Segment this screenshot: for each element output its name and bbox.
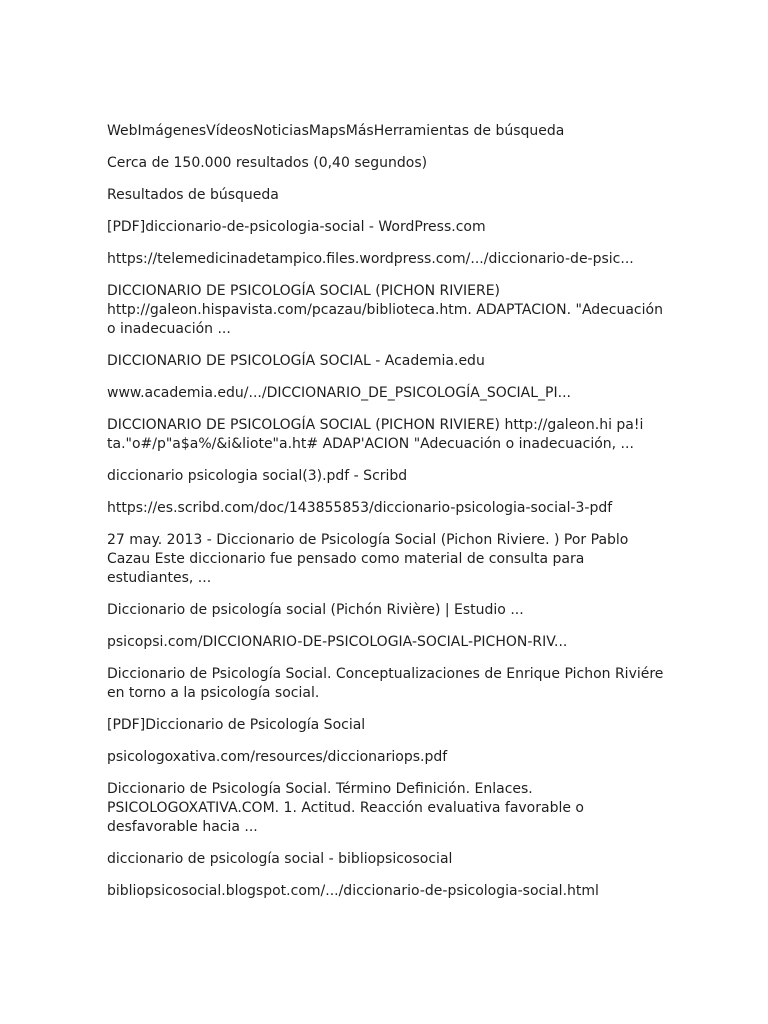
nav-tab-more[interactable]: Más (345, 123, 374, 139)
result-url[interactable]: www.academia.edu/.../DICCIONARIO_DE_PSICOLOGÍA_SOCIAL_PI... (107, 385, 571, 401)
nav-tab-maps[interactable]: Maps (308, 123, 346, 139)
result-stats: Cerca de 150.000 resultados (0,40 segundos) (107, 155, 428, 171)
results-heading: Resultados de búsqueda (107, 187, 279, 203)
nav-tab-images[interactable]: Imágenes (137, 123, 207, 139)
result-title[interactable]: Diccionario de psicología social (Pichón Rivière) | Estudio ... (107, 602, 524, 618)
search-nav-bar (107, 122, 667, 141)
result-url[interactable]: psicologoxativa.com/resources/diccionariops.pdf (107, 749, 448, 765)
result-snippet: DICCIONARIO DE PSICOLOGÍA SOCIAL (PICHON RIVIERE) http://galeon.hi pa!i ta."o#/p"a$a%/&i&liote"a.ht# ADAP'ACION "Adecuación o inadecuación, ... (107, 417, 644, 452)
nav-tab-web[interactable]: Web (107, 123, 138, 139)
result-snippet: 27 may. 2013 - Diccionario de Psicología Social (Pichon Riviere. ) Por Pablo Cazau Este diccionario fue pensado como material de consulta para estudiantes, ... (107, 532, 629, 586)
result-title[interactable]: diccionario de psicología social - bibliopsicosocial (107, 851, 453, 867)
result-url[interactable]: psicopsi.com/DICCIONARIO-DE-PSICOLOGIA-SOCIAL-PICHON-RIV... (107, 634, 568, 650)
result-title[interactable]: [PDF]diccionario-de-psicologia-social - WordPress.com (107, 219, 486, 235)
result-snippet: Diccionario de Psicología Social. Término Definición. Enlaces. PSICOLOGOXATIVA.COM. 1. Actitud. Reacción evaluativa favorable o desfavorable hacia ... (107, 781, 584, 835)
result-url[interactable]: bibliopsicosocial.blogspot.com/.../diccionario-de-psicologia-social.html (107, 883, 599, 899)
nav-tab-videos[interactable]: Vídeos (206, 123, 253, 139)
result-url[interactable]: https://es.scribd.com/doc/143855853/diccionario-psicologia-social-3-pdf (107, 500, 613, 516)
nav-search-tools[interactable]: Herramientas de búsqueda (373, 123, 565, 139)
result-title[interactable]: [PDF]Diccionario de Psicología Social (107, 717, 366, 733)
document-page (107, 122, 667, 914)
result-url[interactable]: https://telemedicinadetampico.files.wordpress.com/.../diccionario-de-psic... (107, 251, 634, 267)
result-snippet: DICCIONARIO DE PSICOLOGÍA SOCIAL (PICHON RIVIERE) http://galeon.hispavista.com/pcazau/biblioteca.htm. ADAPTACION. "Adecuación o inadecuación ... (107, 283, 663, 337)
result-title[interactable]: DICCIONARIO DE PSICOLOGÍA SOCIAL - Academia.edu (107, 353, 485, 369)
result-title[interactable]: diccionario psicologia social(3).pdf - Scribd (107, 468, 408, 484)
result-snippet: Diccionario de Psicología Social. Conceptualizaciones de Enrique Pichon Riviére en torno a la psicología social. (107, 666, 664, 701)
nav-tab-news[interactable]: Noticias (253, 123, 309, 139)
